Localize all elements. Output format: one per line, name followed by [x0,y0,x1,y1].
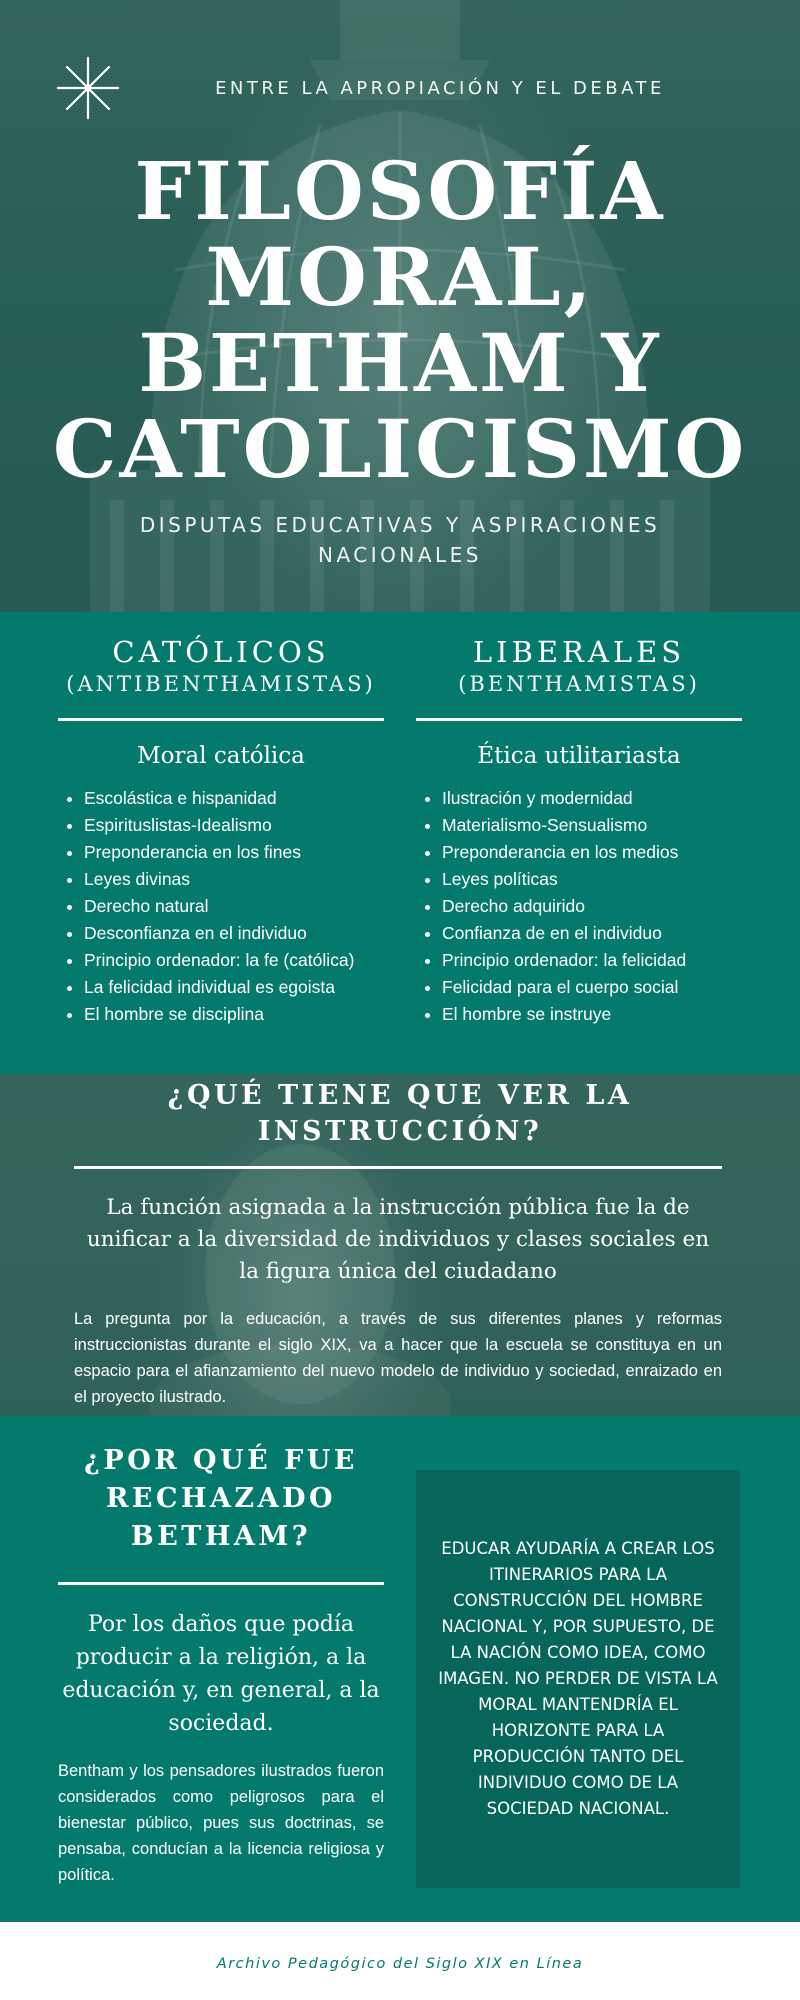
hero-title-line: MORAL, [205,230,595,324]
hero-subtitle: DISPUTAS EDUCATIVAS Y ASPIRACIONES NACIONALES [139,513,661,567]
divider [74,1166,722,1169]
hero-title-line: FILOSOFÍA [134,144,666,238]
list-item: • El hombre se instruye [442,1001,742,1028]
rejection-section [0,1416,800,1922]
callout-text: EDUCAR AYUDARÍA A CREAR LOS ITINERARIOS PARA LA CONSTRUCCIÓN DEL HOMBRE NACIONAL Y, POR SUPUESTO, DE LA NACIÓN COMO IDEA, COMO IMAGEN. NO PERDER DE VISTA LA MORAL MANTENDRÍA EL HORIZONTE PARA LA PRODUCCIÓN TANTO DEL INDIVIDUO COMO DE LA SOCIEDAD NACIONAL. [438,1539,718,1818]
catolicos-list [58,785,384,1028]
column-section-title: Moral católica [137,743,305,769]
footer-credit: Archivo Pedagógico del Siglo XIX en Línea [216,1956,584,1972]
comparison-section [0,612,800,1074]
liberales-column [416,612,742,1028]
column-section-title: Ética utilitariasta [477,743,681,769]
column-subheading: (BENTHAMISTAS) [458,672,700,696]
list-item: • Derecho natural [84,893,384,920]
column-subheading: (ANTIBENTHAMISTAS) [66,672,376,696]
list-item: • Materialismo-Sensualismo [442,812,742,839]
rejection-lead: Por los daños que podía producir a la religión, a la educación y, en general, a la sociedad. [62,1612,380,1736]
liberales-list [416,785,742,1028]
list-item: • Desconfianza en el individuo [84,920,384,947]
list-item: • Felicidad para el cuerpo social [442,974,742,1001]
list-item: • El hombre se disciplina [84,1001,384,1028]
list-item: • Leyes divinas [84,866,384,893]
instruction-section [0,1074,800,1416]
instruction-body: La pregunta por la educación, a través de sus diferentes planes y reformas instruccionistas durante el siglo XIX, va a hacer que la escuela se constituya en un espacio para el afianzamiento del nuevo modelo de individuo y sociedad, enraizado en el proyecto ilustrado. [74,1310,722,1406]
sparkle-icon [56,56,120,120]
list-item: • Confianza de en el individuo [442,920,742,947]
divider [416,718,742,721]
list-item: • Espirituslistas-Idealismo [84,812,384,839]
list-item: • Derecho adquirido [442,893,742,920]
hero-title-line: CATOLICISMO [52,402,748,496]
column-heading: LIBERALES [472,635,686,669]
list-item: • La felicidad individual es egoista [84,974,384,1001]
instruction-title: ¿QUÉ TIENE QUE VER LA INSTRUCCIÓN? [167,1080,633,1147]
hero-title-line: BETHAM Y [138,316,662,410]
divider [58,1582,384,1585]
rejection-title: ¿POR QUÉ FUE RECHAZADO BETHAM? [84,1445,358,1552]
list-item: • Ilustración y modernidad [442,785,742,812]
hero-kicker: ENTRE LA APROPIACIÓN Y EL DEBATE [215,78,665,99]
list-item: • Escolástica e hispanidad [84,785,384,812]
callout-box [416,1470,740,1888]
list-item: • Preponderancia en los fines [84,839,384,866]
hero-banner [0,0,800,612]
list-item: • Preponderancia en los medios [442,839,742,866]
list-item: • Principio ordenador: la fe (católica) [84,947,384,974]
hero-title [20,144,780,496]
instruction-lead: La función asignada a la instrucción pública fue la de unificar a la diversidad de individuos y clases sociales en la figura única del ciudadano [86,1195,710,1284]
footer [0,1922,800,2000]
catolicos-column [58,612,384,1028]
list-item: • Principio ordenador: la felicidad [442,947,742,974]
list-item: • Leyes políticas [442,866,742,893]
rejection-body: Bentham y los pensadores ilustrados fueron considerados como peligrosos para el bienestar público, pues sus doctrinas, se pensaba, conducían a la licencia religiosa y política. [58,1762,384,1884]
column-heading: CATÓLICOS [112,635,330,669]
divider [58,718,384,721]
